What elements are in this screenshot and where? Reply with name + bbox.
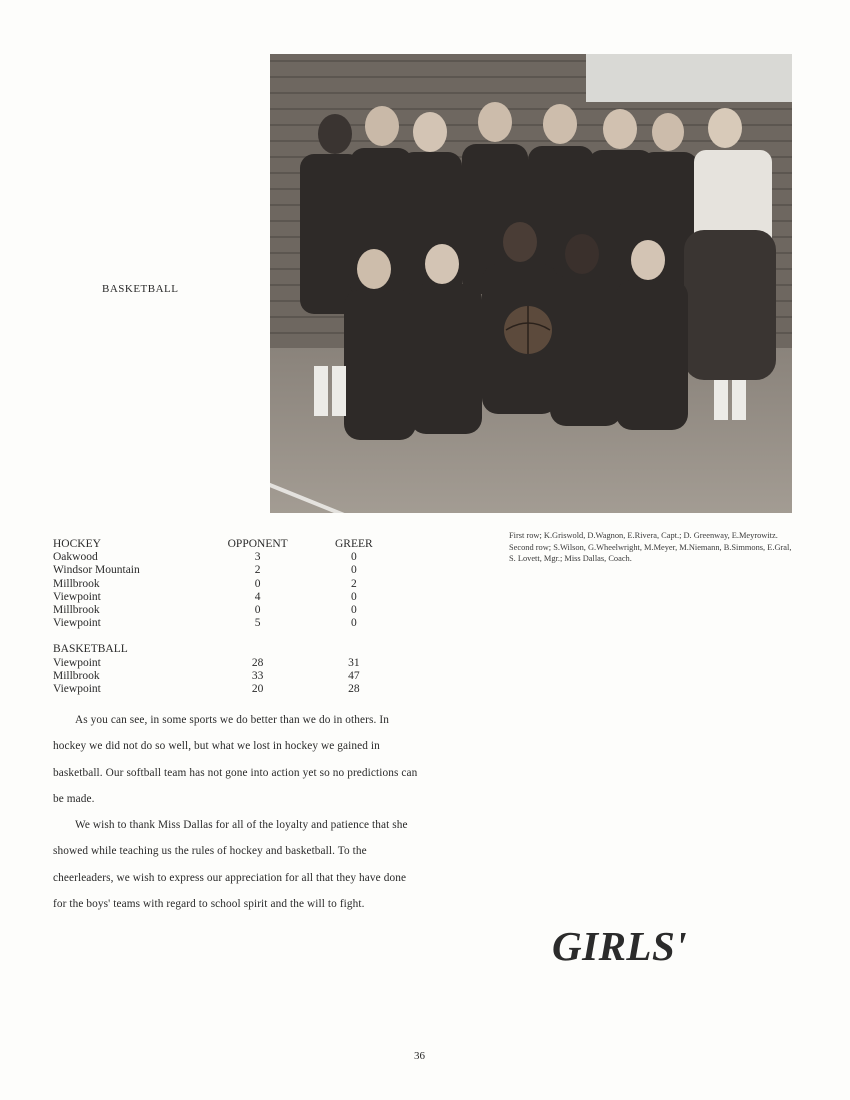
greer-score: 31	[348, 656, 360, 669]
team-name: Viewpoint	[53, 590, 101, 603]
greer-score: 0	[350, 617, 357, 630]
paragraph: As you can see, in some sports we do better than we do in others. In hockey we did not do so well, but what we lost in hockey we gained in basketball. Our softball team has not gone into action yet so no predictions can be made.	[53, 714, 418, 805]
greer-score: 2	[350, 577, 357, 590]
team-name: Windsor Mountain	[53, 564, 140, 577]
greer-score: 47	[348, 669, 360, 682]
team-name: Millbrook	[53, 577, 100, 590]
opponent-score: 3	[254, 551, 261, 564]
table-row	[53, 657, 413, 670]
score-table	[53, 538, 413, 696]
article-body	[53, 707, 418, 917]
hockey-header-row	[53, 538, 413, 551]
opponent-score: 33	[251, 669, 264, 682]
photo-caption: First row; K.Griswold, D.Wagnon, E.Rivera, Capt.; D. Greenway, E.Meyrowitz. Second row; S.Wilson, G.Wheelwright, M.Meyer, M.Niemann, B.Simmons, E.Gral, S. Lovett, Mgr.; Miss Dallas, Coach.	[509, 531, 792, 563]
greer-score: 0	[350, 603, 357, 616]
greer-score: 0	[350, 564, 357, 577]
paragraph: We wish to thank Miss Dallas for all of the loyalty and patience that she showed while teaching us the rules of hockey and basketball. To the cheerleaders, we wish to express our appreciation for all that they have done for the boys' teams with regard to school spirit and the will to fight.	[53, 819, 408, 911]
page-number: 36	[414, 1050, 425, 1062]
table-gap	[53, 630, 413, 643]
team-name: Viewpoint	[53, 682, 101, 695]
opponent-score: 4	[254, 590, 261, 603]
section-heading: GIRLS'	[552, 923, 688, 969]
photo-side-label: BASKETBALL	[102, 283, 179, 295]
basketball-header-row	[53, 643, 413, 656]
opponent-column-header: OPPONENT	[227, 538, 288, 550]
opponent-score: 0	[254, 577, 261, 590]
opponent-score: 2	[254, 564, 261, 577]
table-row	[53, 683, 413, 696]
opponent-score: 5	[254, 617, 261, 630]
team-name: Millbrook	[53, 603, 100, 616]
opponent-score: 28	[251, 656, 264, 669]
hockey-title: HOCKEY	[53, 538, 101, 550]
greer-score: 0	[350, 551, 357, 564]
table-row	[53, 617, 413, 630]
team-name: Millbrook	[53, 669, 100, 682]
team-name: Viewpoint	[53, 656, 101, 669]
opponent-score: 20	[251, 682, 264, 695]
table-row	[53, 604, 413, 617]
table-row	[53, 670, 413, 683]
table-row	[53, 564, 413, 577]
basketball-title: BASKETBALL	[53, 643, 128, 656]
team-photo	[270, 54, 792, 513]
greer-score: 28	[348, 682, 360, 695]
team-name: Viewpoint	[53, 617, 101, 630]
greer-score: 0	[350, 590, 357, 603]
team-name: Oakwood	[53, 551, 98, 564]
table-row	[53, 551, 413, 564]
table-row	[53, 591, 413, 604]
opponent-score: 0	[254, 603, 261, 616]
greer-column-header: GREER	[334, 538, 373, 550]
table-row	[53, 578, 413, 591]
team-figures	[270, 54, 792, 513]
